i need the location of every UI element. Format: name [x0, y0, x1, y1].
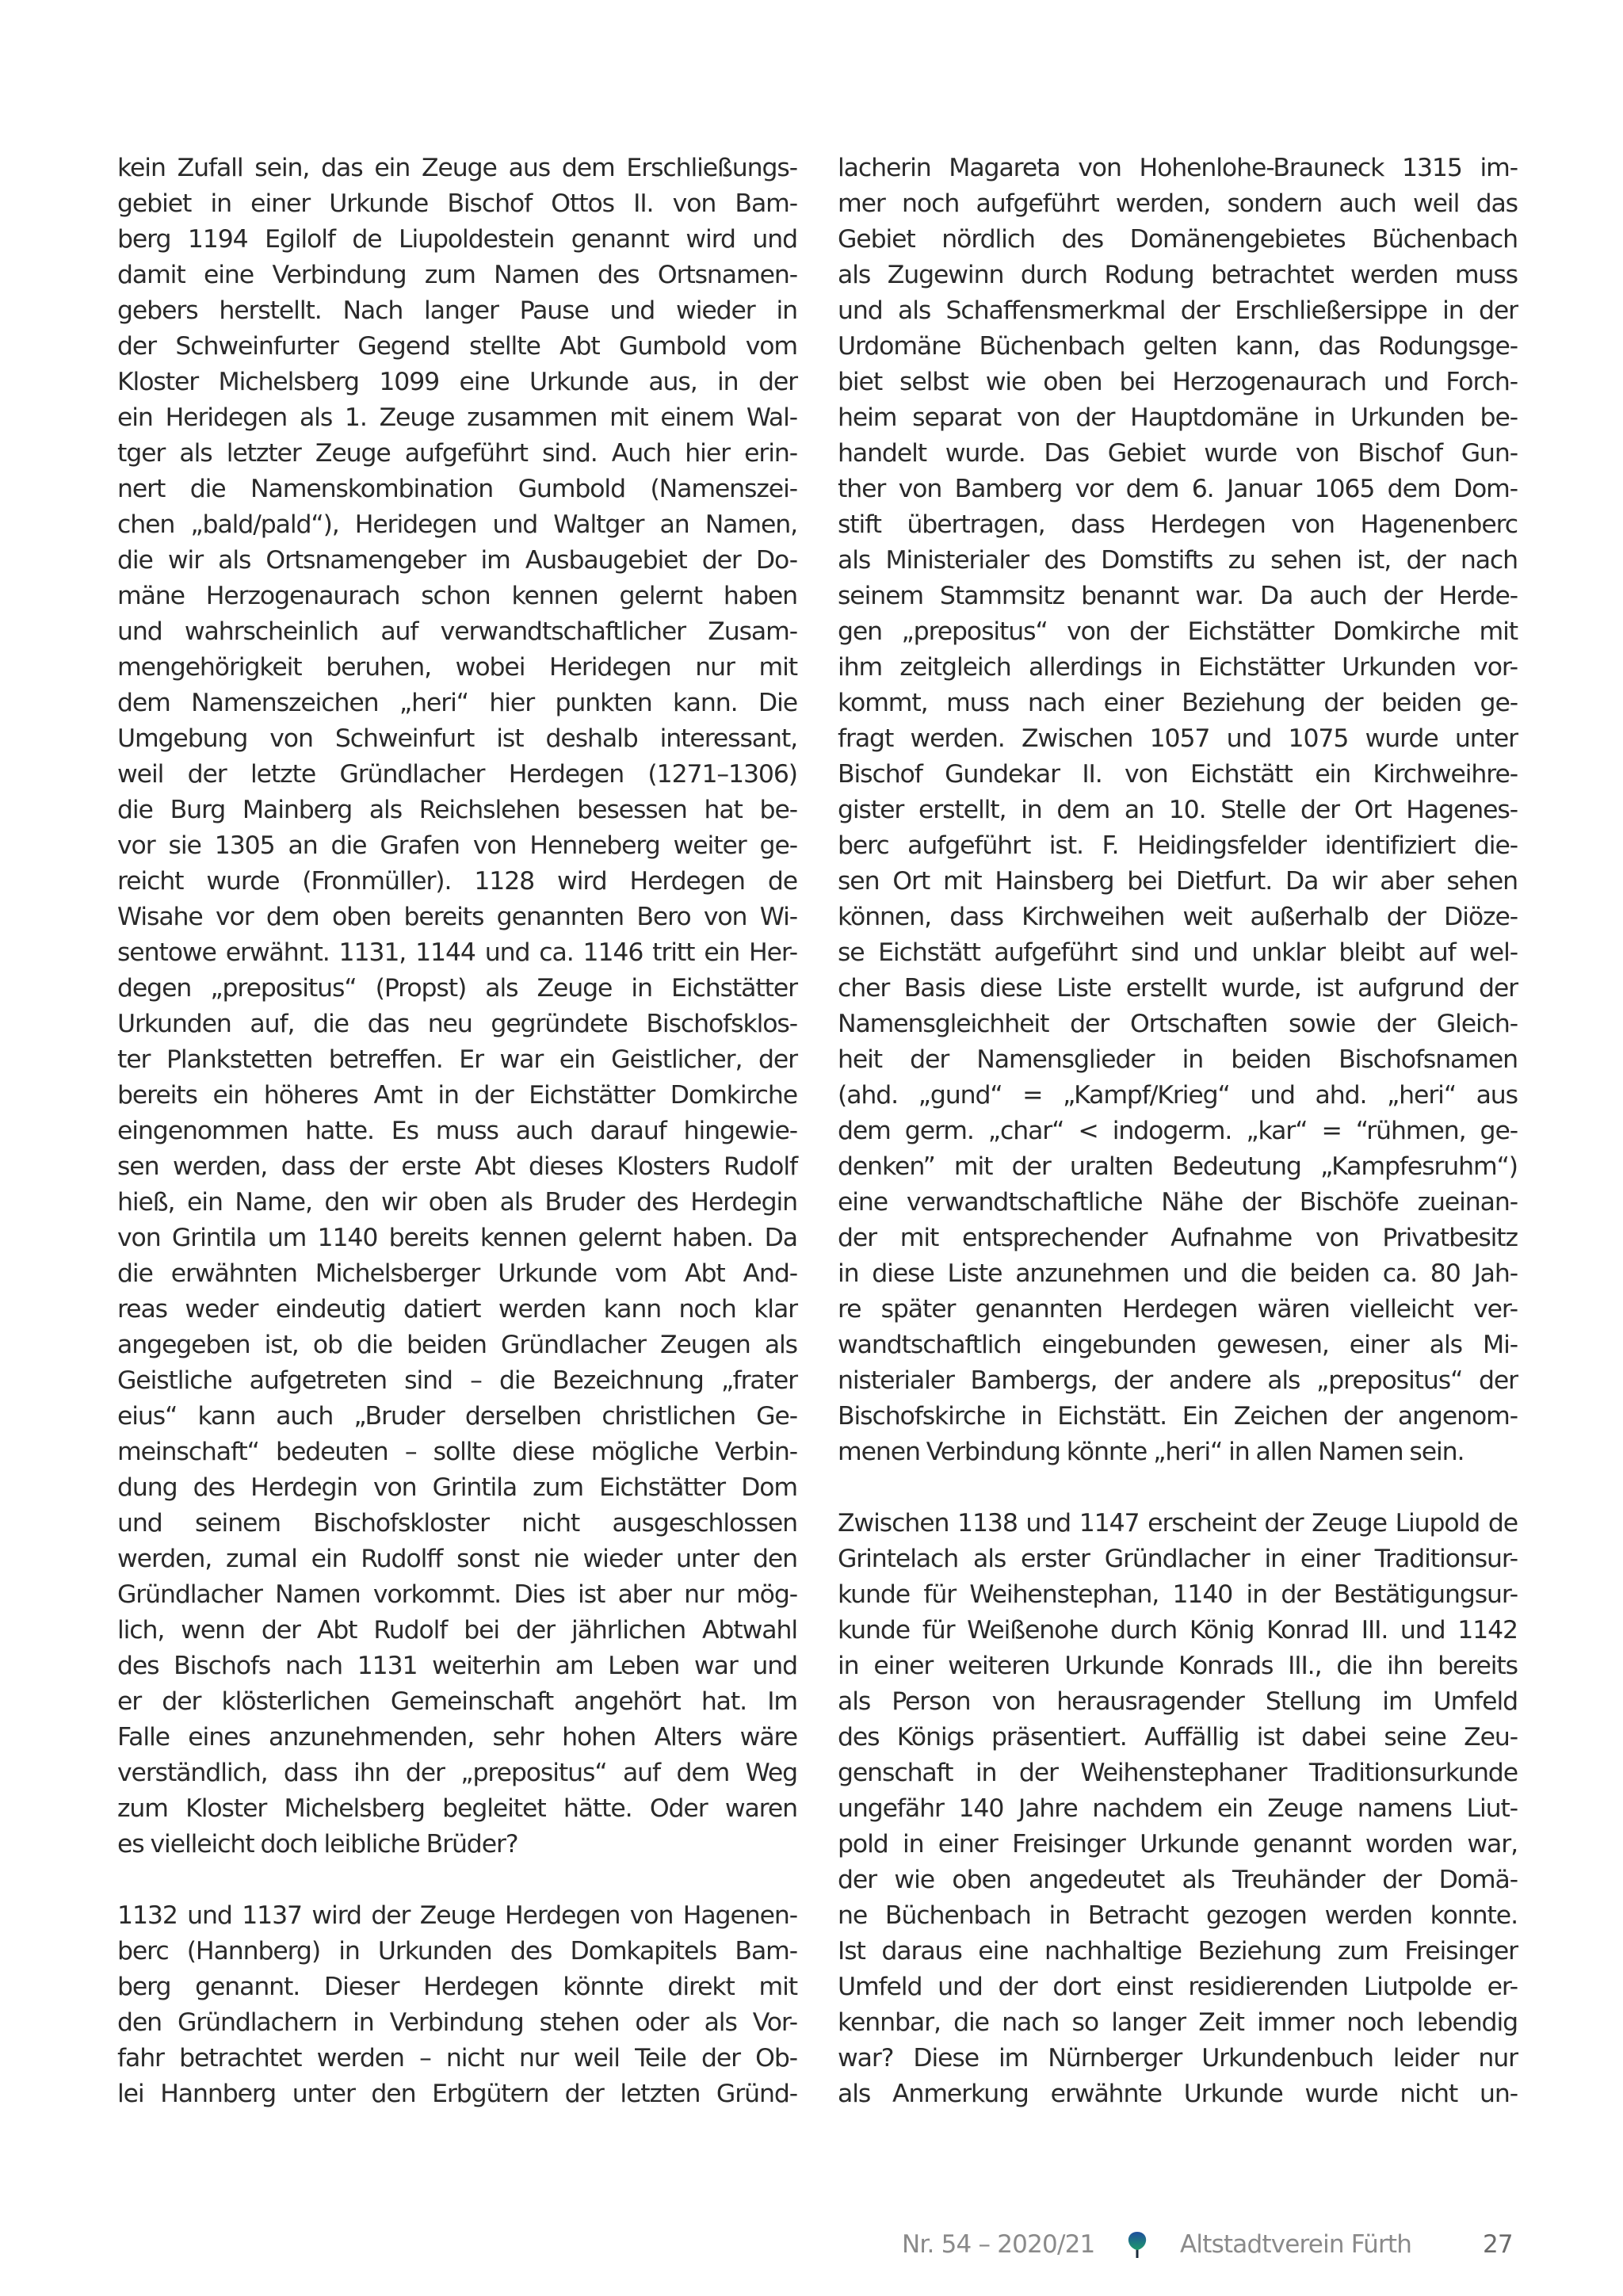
text-line: handelt wurde. Das Gebiet wurde von Bischof Gun- — [838, 439, 1518, 468]
text-line: genschaft in der Weihenstephaner Traditionsurkunde — [838, 1759, 1518, 1787]
text-line: eingenommen hatte. Es muss auch darauf hingewie- — [117, 1117, 797, 1145]
text-line: gen „prepositus“ von der Eichstätter Domkirche mit — [838, 617, 1518, 646]
text-line: berg genannt. Dieser Herdegen könnte direkt mit — [117, 1973, 797, 2001]
text-line: bereits ein höheres Amt in der Eichstätter Domkirche — [117, 1081, 797, 1110]
text-line: berg 1194 Egilolf de Liupoldestein genannt wird und — [117, 225, 797, 254]
text-line: als Person von herausragender Stellung im Umfeld — [838, 1687, 1518, 1716]
text-line: lei Hannberg unter den Erbgütern der letzten Gründ- — [117, 2080, 797, 2108]
issue-number: Nr. 54 – 2020/21 — [902, 2230, 1095, 2259]
text-line: eius“ kann auch „Bruder derselben christlichen Ge- — [117, 1402, 797, 1431]
text-line: war? Diese im Nürnberger Urkundenbuch leider nur — [838, 2044, 1518, 2073]
text-line: reicht wurde (Fronmüller). 1128 wird Herdegen de — [117, 867, 797, 896]
text-line: er der klösterlichen Gemeinschaft angehört hat. Im — [117, 1687, 797, 1716]
text-line: der Schweinfurter Gegend stellte Abt Gumbold vom — [117, 332, 797, 361]
text-line: kunde für Weihenstephan, 1140 in der Bestätigungsur- — [838, 1580, 1518, 1609]
text-line: als Ministerialer des Domstifts zu sehen ist, der nach — [838, 546, 1518, 575]
text-line: mer noch aufgeführt werden, sondern auch weil das — [838, 189, 1518, 218]
text-line: (ahd. „gund“ = „Kampf/Krieg“ und ahd. „heri“ aus — [838, 1081, 1518, 1110]
text-line: biet selbst wie oben bei Herzogenaurach und Forch- — [838, 368, 1518, 396]
text-line: in einer weiteren Urkunde Konrads III., die ihn bereits — [838, 1652, 1518, 1680]
paragraph — [838, 1506, 1518, 2112]
text-line: und seinem Bischofskloster nicht ausgeschlossen — [117, 1509, 797, 1538]
paragraph — [838, 151, 1518, 1470]
text-line: berc aufgeführt ist. F. Heidingsfelder identifiziert die- — [838, 831, 1518, 860]
text-line: Kloster Michelsberg 1099 eine Urkunde aus, in der — [117, 368, 797, 396]
text-line: Geistliche aufgetreten sind – die Bezeichnung „frater — [117, 1366, 797, 1395]
text-line: und als Schaffensmerkmal der Erschließersippe in der — [838, 296, 1518, 325]
text-line: nert die Namenskombination Gumbold (Namenszei- — [117, 475, 797, 503]
text-line: gebiet in einer Urkunde Bischof Ottos II. von Bam- — [117, 189, 797, 218]
text-line: mäne Herzogenaurach schon kennen gelernt haben — [117, 582, 797, 610]
text-line: damit eine Verbindung zum Namen des Ortsnamen- — [117, 261, 797, 289]
text-line: ther von Bamberg vor dem 6. Januar 1065 dem Dom- — [838, 475, 1518, 503]
text-line: von Grintila um 1140 bereits kennen gelernt haben. Da — [117, 1224, 797, 1252]
text-line: seinem Stammsitz benannt war. Da auch der Herde- — [838, 582, 1518, 610]
text-line: fahr betrachtet werden – nicht nur weil Teile der Ob- — [117, 2044, 797, 2073]
text-line: zum Kloster Michelsberg begleitet hätte. Oder waren — [117, 1794, 797, 1823]
text-line: die Burg Mainberg als Reichslehen besessen hat be- — [117, 796, 797, 824]
text-line: cher Basis diese Liste erstellt wurde, ist aufgrund der — [838, 974, 1518, 1003]
text-line: degen „prepositus“ (Propst) als Zeuge in Eichstätter — [117, 974, 797, 1003]
text-line: Falle eines anzunehmenden, sehr hohen Alters wäre — [117, 1723, 797, 1752]
text-line: menen Verbindung könnte „heri“ in allen Namen sein. — [838, 1438, 1465, 1466]
text-line: Wisahe vor dem oben bereits genannten Bero von Wi- — [117, 903, 797, 931]
text-line: als Anmerkung erwähnte Urkunde wurde nicht un- — [838, 2080, 1518, 2108]
text-line: Bischof Gundekar II. von Eichstätt ein Kirchweihre- — [838, 760, 1518, 789]
text-line: berc (Hannberg) in Urkunden des Domkapitels Bam- — [117, 1937, 797, 1966]
text-line: Ist daraus eine nachhaltige Beziehung zum Freisinger — [838, 1937, 1518, 1966]
text-line: als Zugewinn durch Rodung betrachtet werden muss — [838, 261, 1518, 289]
text-line: des Königs präsentiert. Auffällig ist dabei seine Zeu- — [838, 1723, 1518, 1752]
paragraph-gap — [117, 1862, 797, 1898]
text-line: vor sie 1305 an die Grafen von Henneberg weiter ge- — [117, 831, 797, 860]
text-line: und wahrscheinlich auf verwandtschaftlicher Zusam- — [117, 617, 797, 646]
tree-icon — [1126, 2230, 1148, 2259]
text-line: tger als letzter Zeuge aufgeführt sind. Auch hier erin- — [117, 439, 797, 468]
text-line: ne Büchenbach in Betracht gezogen werden konnte. — [838, 1901, 1518, 1930]
text-line: dem germ. „char“ < indogerm. „kar“ = “rühmen, ge- — [838, 1117, 1518, 1145]
text-line: Namensgleichheit der Ortschaften sowie der Gleich- — [838, 1010, 1518, 1038]
text-line: hieß, ein Name, den wir oben als Bruder des Herdegin — [117, 1188, 797, 1217]
text-line: ungefähr 140 Jahre nachdem ein Zeuge namens Liut- — [838, 1794, 1518, 1823]
text-line: des Bischofs nach 1131 weiterhin am Leben war und — [117, 1652, 797, 1680]
text-line: eine verwandtschaftliche Nähe der Bischöfe zueinan- — [838, 1188, 1518, 1217]
page-number: 27 — [1483, 2230, 1513, 2259]
text-line: werden, zumal ein Rudolff sonst nie wieder unter den — [117, 1545, 797, 1573]
paragraph — [117, 1898, 797, 2112]
text-line: Urdomäne Büchenbach gelten kann, das Rodungsge- — [838, 332, 1518, 361]
text-line: kennbar, die nach so langer Zeit immer noch lebendig — [838, 2008, 1518, 2037]
paragraph — [117, 151, 797, 1862]
text-line: weil der letzte Gründlacher Herdegen (1271–1306) — [117, 760, 797, 789]
text-line: Zwischen 1138 und 1147 erscheint der Zeuge Liupold de — [838, 1509, 1518, 1538]
text-line: ein Heridegen als 1. Zeuge zusammen mit einem Wal- — [117, 403, 797, 432]
right-text-column — [838, 151, 1518, 2112]
text-line: es vielleicht doch leibliche Brüder? — [117, 1830, 518, 1859]
text-line: reas weder eindeutig datiert werden kann noch klar — [117, 1295, 797, 1324]
text-line: se Eichstätt aufgeführt sind und unklar bleibt auf wel- — [838, 938, 1518, 967]
text-line: dem Namenszeichen „heri“ hier punkten kann. Die — [117, 689, 797, 717]
left-text-column — [117, 151, 797, 2112]
text-line: gister erstellt, in dem an 10. Stelle der Ort Hagenes- — [838, 796, 1518, 824]
text-line: kunde für Weißenohe durch König Konrad III. und 1142 — [838, 1616, 1518, 1645]
text-line: nisterialer Bambergs, der andere als „prepositus“ der — [838, 1366, 1518, 1395]
text-line: Gründlacher Namen vorkommt. Dies ist aber nur mög- — [117, 1580, 797, 1609]
text-line: Umgebung von Schweinfurt ist deshalb interessant, — [117, 724, 797, 753]
text-line: Gebiet nördlich des Domänengebietes Büchenbach — [838, 225, 1518, 254]
text-line: Grintelach als erster Gründlacher in einer Traditionsur- — [838, 1545, 1518, 1573]
text-line: re später genannten Herdegen wären vielleicht ver- — [838, 1295, 1518, 1324]
text-line: chen „bald/pald“), Heridegen und Waltger an Namen, — [117, 510, 797, 539]
text-line: heit der Namensglieder in beiden Bischofsnamen — [838, 1045, 1518, 1074]
text-line: gebers herstellt. Nach langer Pause und wieder in — [117, 296, 797, 325]
text-line: verständlich, dass ihn der „prepositus“ auf dem Weg — [117, 1759, 797, 1787]
text-line: mengehörigkeit beruhen, wobei Heridegen nur mit — [117, 653, 797, 682]
text-line: Bischofskirche in Eichstätt. Ein Zeichen der angenom- — [838, 1402, 1518, 1431]
text-line: heim separat von der Hauptdomäne in Urkunden be- — [838, 403, 1518, 432]
text-line: denken” mit der uralten Bedeutung „Kampfesruhm“) — [838, 1152, 1518, 1181]
text-line: Urkunden auf, die das neu gegründete Bischofsklos- — [117, 1010, 797, 1038]
text-line: angegeben ist, ob die beiden Gründlacher Zeugen als — [117, 1331, 797, 1359]
text-line: 1132 und 1137 wird der Zeuge Herdegen von Hagenen- — [117, 1901, 797, 1930]
text-line: der wie oben angedeutet als Treuhänder der Domä- — [838, 1866, 1518, 1894]
text-line: können, dass Kirchweihen weit außerhalb der Diöze- — [838, 903, 1518, 931]
text-line: pold in einer Freisinger Urkunde genannt worden war, — [838, 1830, 1518, 1859]
organization-name: Altstadtverein Fürth — [1180, 2230, 1412, 2259]
text-line: dung des Herdegin von Grintila zum Eichstätter Dom — [117, 1473, 797, 1502]
page-footer — [902, 2227, 1516, 2263]
text-line: kommt, muss nach einer Beziehung der beiden ge- — [838, 689, 1518, 717]
text-line: kein Zufall sein, das ein Zeuge aus dem Erschließungs- — [117, 154, 797, 182]
text-line: ter Plankstetten betreffen. Er war ein Geistlicher, der — [117, 1045, 797, 1074]
text-line: sen werden, dass der erste Abt dieses Klosters Rudolf — [117, 1152, 797, 1181]
text-line: meinschaft“ bedeuten – sollte diese mögliche Verbin- — [117, 1438, 797, 1466]
text-line: ihm zeitgleich allerdings in Eichstätter Urkunden vor- — [838, 653, 1518, 682]
text-line: sen Ort mit Hainsberg bei Dietfurt. Da wir aber sehen — [838, 867, 1518, 896]
text-line: stift übertragen, dass Herdegen von Hagenenberc — [838, 510, 1518, 539]
text-line: Umfeld und der dort einst residierenden Liutpolde er- — [838, 1973, 1518, 2001]
text-line: in diese Liste anzunehmen und die beiden ca. 80 Jah- — [838, 1259, 1518, 1288]
text-line: lich, wenn der Abt Rudolf bei der jährlichen Abtwahl — [117, 1616, 797, 1645]
text-line: den Gründlachern in Verbindung stehen oder als Vor- — [117, 2008, 797, 2037]
text-line: die wir als Ortsnamengeber im Ausbaugebiet der Do- — [117, 546, 797, 575]
text-line: fragt werden. Zwischen 1057 und 1075 wurde unter — [838, 724, 1518, 753]
paragraph-gap — [838, 1470, 1518, 1506]
text-line: lacherin Magareta von Hohenlohe-Brauneck 1315 im- — [838, 154, 1518, 182]
text-line: sentowe erwähnt. 1131, 1144 und ca. 1146 tritt ein Her- — [117, 938, 797, 967]
text-line: die erwähnten Michelsberger Urkunde vom Abt And- — [117, 1259, 797, 1288]
text-line: wandtschaftlich eingebunden gewesen, einer als Mi- — [838, 1331, 1518, 1359]
text-line: der mit entsprechender Aufnahme von Privatbesitz — [838, 1224, 1518, 1252]
